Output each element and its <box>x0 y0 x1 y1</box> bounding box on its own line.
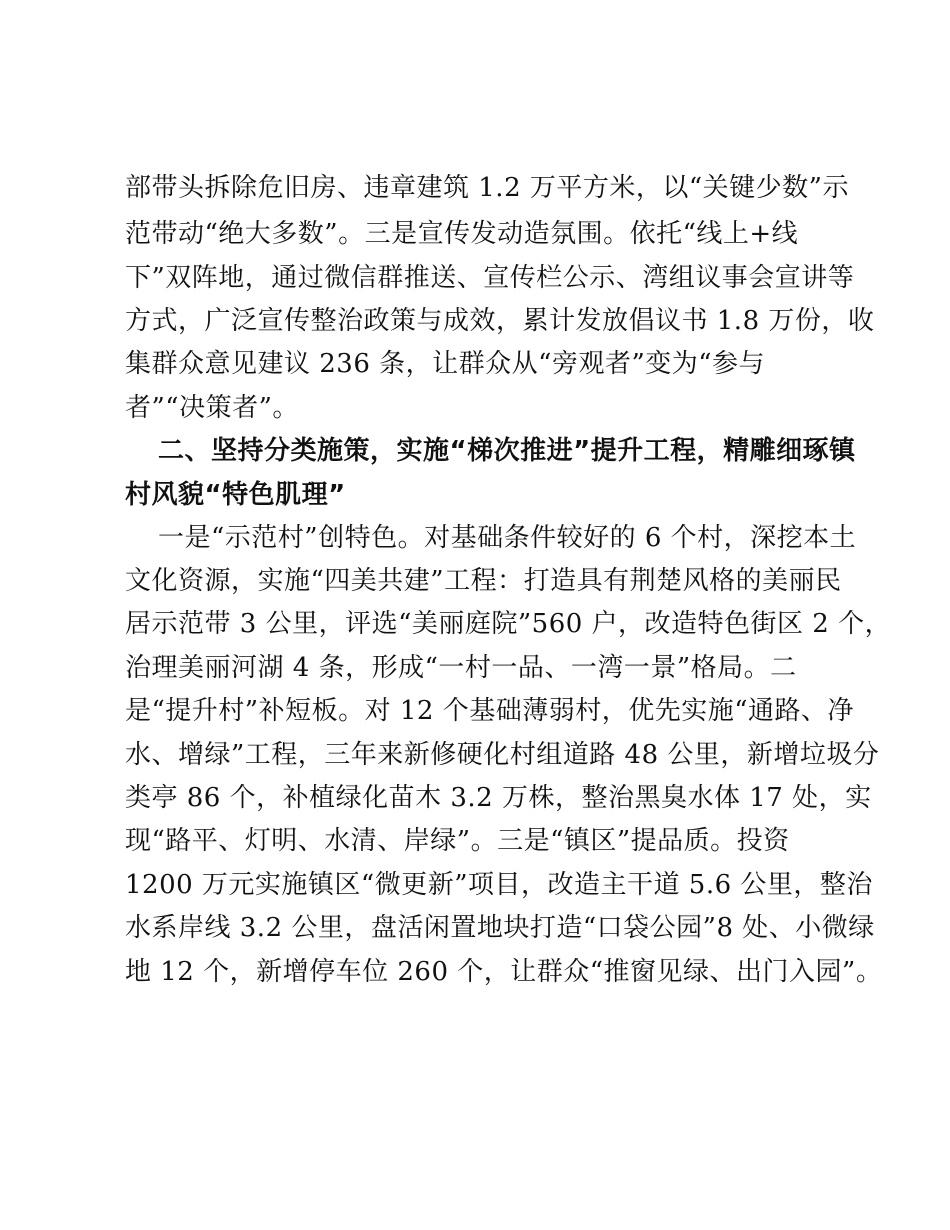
section-heading-line-2: 村风貌“特色肌理” <box>125 480 346 510</box>
body-line-15: 1200 万元实施镇区“微更新”项目，改造主干道 5.6 公里，整治 <box>125 870 873 900</box>
body-line-1: 部带头拆除危旧房、违章建筑 1.2 万平方米，以“关键少数”示 <box>125 173 849 203</box>
section-heading-line-1: 二、坚持分类施策，实施“梯次推进”提升工程，精雕细琢镇 <box>158 436 856 466</box>
body-line-2: 范带动“绝大多数”。三是宣传发动造氛围。依托“线上+线 <box>125 219 799 249</box>
body-line-13: 类亭 86 个，补植绿化苗木 3.2 万株，整治黑臭水体 17 处，实 <box>125 783 872 813</box>
body-line-7: 一是“示范村”创特色。对基础条件较好的 6 个村，深挖本土 <box>158 523 857 553</box>
body-line-9: 居示范带 3 公里，评选“美丽庭院”560 户，改造特色街区 2 个， <box>125 609 892 639</box>
body-line-5: 集群众意见建议 236 条，让群众从“旁观者”变为“参与 <box>125 349 766 379</box>
body-line-14: 现“路平、灯明、水清、岸绿”。三是“镇区”提品质。投资 <box>125 826 790 856</box>
body-line-12: 水、增绿”工程，三年来新修硬化村组道路 48 公里，新增垃圾分 <box>125 740 880 770</box>
body-line-11: 是“提升村”补短板。对 12 个基础薄弱村，优先实施“通路、净 <box>125 696 854 726</box>
body-line-16: 水系岸线 3.2 公里，盘活闲置地块打造“口袋公园”8 处、小微绿 <box>125 913 875 943</box>
body-line-8: 文化资源，实施“四美共建”工程：打造具有荆楚风格的美丽民 <box>125 566 842 596</box>
body-line-3: 下”双阵地，通过微信群推送、宣传栏公示、湾组议事会宣讲等 <box>125 263 855 293</box>
body-line-6: 者”“决策者”。 <box>125 393 299 423</box>
body-line-10: 治理美丽河湖 4 条，形成“一村一品、一湾一景”格局。二 <box>125 653 797 683</box>
body-line-4: 方式，广泛宣传整治政策与成效，累计发放倡议书 1.8 万份，收 <box>125 306 875 336</box>
body-line-17: 地 12 个，新增停车位 260 个，让群众“推窗见绿、出门入园”。 <box>125 957 883 987</box>
